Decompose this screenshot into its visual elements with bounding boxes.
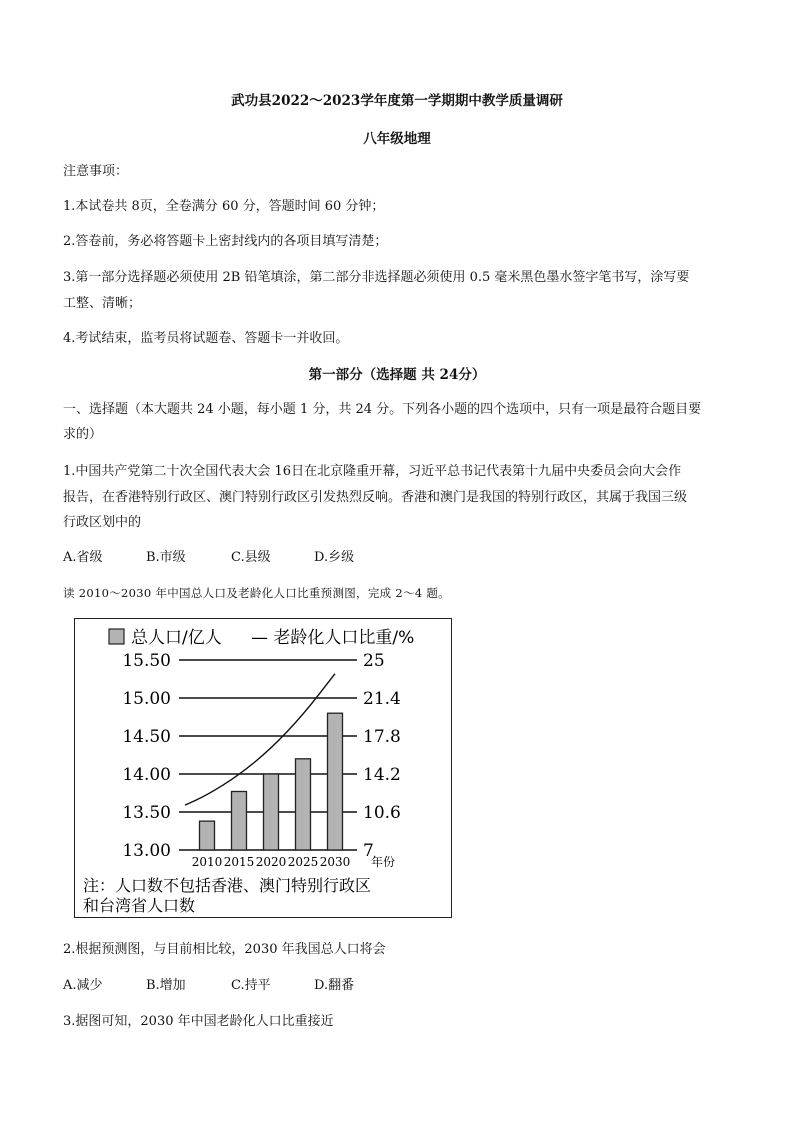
y-left-tick-label: 15.00 bbox=[122, 689, 171, 709]
notice-item-2: 2.答卷前，务必将答题卡上密封线内的各项目填写清楚； bbox=[63, 234, 388, 249]
question-2-option-a: A.减少 bbox=[63, 978, 103, 993]
x-tick-label: 2020 bbox=[255, 855, 287, 869]
x-tick-label: 2030 bbox=[319, 855, 351, 869]
chart-note-line-2: 和台湾省人口数 bbox=[83, 896, 196, 915]
y-left-tick-label: 15.50 bbox=[122, 651, 171, 671]
notice-item-3-cont: 工整、清晰； bbox=[63, 296, 142, 311]
aging-ratio-line bbox=[185, 674, 335, 805]
y-right-tick-label: 21.4 bbox=[363, 689, 401, 709]
question-1-option-a: A.省级 bbox=[63, 550, 103, 565]
legend-bar-label: 总人口/亿人 bbox=[131, 628, 222, 648]
bar-2030 bbox=[328, 713, 343, 850]
x-tick-label: 2025 bbox=[287, 855, 319, 869]
question-1-line-2: 报告，在香港特别行政区、澳门特别行政区引发热烈反响。香港和澳门是我国的特别行政区，其属于我国三级 bbox=[63, 490, 688, 505]
legend-line-label: — 老龄化人口比重/% bbox=[251, 628, 415, 648]
notice-heading: 注意事项： bbox=[63, 164, 129, 179]
exam-subtitle: 八年级地理 bbox=[363, 131, 431, 147]
bar-2010 bbox=[200, 821, 215, 850]
notice-item-1: 1.本试卷共 8页，全卷满分 60 分，答题时间 60 分钟； bbox=[63, 199, 385, 214]
chart-legend bbox=[109, 628, 414, 648]
question-2-option-d: D.翻番 bbox=[314, 978, 355, 993]
y-right-tick-label: 10.6 bbox=[363, 803, 401, 823]
legend-bar-swatch bbox=[109, 629, 124, 644]
notice-item-4: 4.考试结束，监考员将试题卷、答题卡一并收回。 bbox=[63, 331, 349, 346]
y-right-tick-label: 7 bbox=[363, 841, 374, 861]
x-axis-unit: 年份 bbox=[371, 855, 396, 869]
x-tick-label: 2010 bbox=[191, 855, 223, 869]
population-chart bbox=[74, 618, 452, 918]
question-1-option-d: D.乡级 bbox=[314, 550, 355, 565]
y-left-tick-label: 14.00 bbox=[122, 765, 171, 785]
question-2-option-c: C.持平 bbox=[231, 978, 271, 993]
chart-intro: 读 2010～2030 年中国总人口及老龄化人口比重预测图，完成 2～4 题。 bbox=[63, 586, 450, 600]
question-1-line-3: 行政区划中的 bbox=[63, 515, 142, 530]
y-left-tick-label: 13.00 bbox=[122, 841, 171, 861]
question-2-option-b: B.增加 bbox=[146, 978, 186, 993]
y-right-tick-label: 25 bbox=[363, 651, 385, 671]
exam-title: 武功县2022～2023学年度第一学期期中教学质量调研 bbox=[231, 93, 563, 109]
question-1-option-c: C.县级 bbox=[231, 550, 271, 565]
question-3-stem: 3.据图可知，2030 年中国老龄化人口比重接近 bbox=[63, 1014, 334, 1029]
question-2-stem: 2.根据预测图，与目前相比较，2030 年我国总人口将会 bbox=[63, 942, 386, 957]
part1-heading: 第一部分（选择题 共 24分） bbox=[308, 367, 486, 383]
bar-2025 bbox=[296, 759, 311, 850]
bar-2020 bbox=[264, 774, 279, 850]
question-1-line-1: 1.中国共产党第二十次全国代表大会 16日在北京隆重开幕，习近平总书记代表第十九届中央委员会向大会作 bbox=[63, 464, 682, 479]
y-left-tick-label: 14.50 bbox=[122, 727, 171, 747]
x-tick-label: 2015 bbox=[223, 855, 255, 869]
y-left-tick-label: 13.50 bbox=[122, 803, 171, 823]
part1-instruction: 一、选择题（本大题共 24 小题，每小题 1 分，共 24 分。下列各小题的四个选项中，只有一项是最符合题目要 bbox=[63, 402, 702, 417]
question-1-option-b: B.市级 bbox=[146, 550, 186, 565]
y-right-tick-label: 14.2 bbox=[363, 765, 401, 785]
population-chart-svg bbox=[75, 619, 453, 919]
notice-item-3: 3.第一部分选择题必须使用 2B 铅笔填涂，第二部分非选择题必须使用 0.5 毫米黑色墨水签字笔书写，涂写要 bbox=[63, 270, 690, 285]
y-right-tick-label: 17.8 bbox=[363, 727, 401, 747]
chart-note-line-1: 注：人口数不包括香港、澳门特别行政区 bbox=[83, 876, 372, 895]
part1-instruction-cont: 求的） bbox=[63, 427, 103, 442]
bar-2015 bbox=[232, 791, 247, 850]
